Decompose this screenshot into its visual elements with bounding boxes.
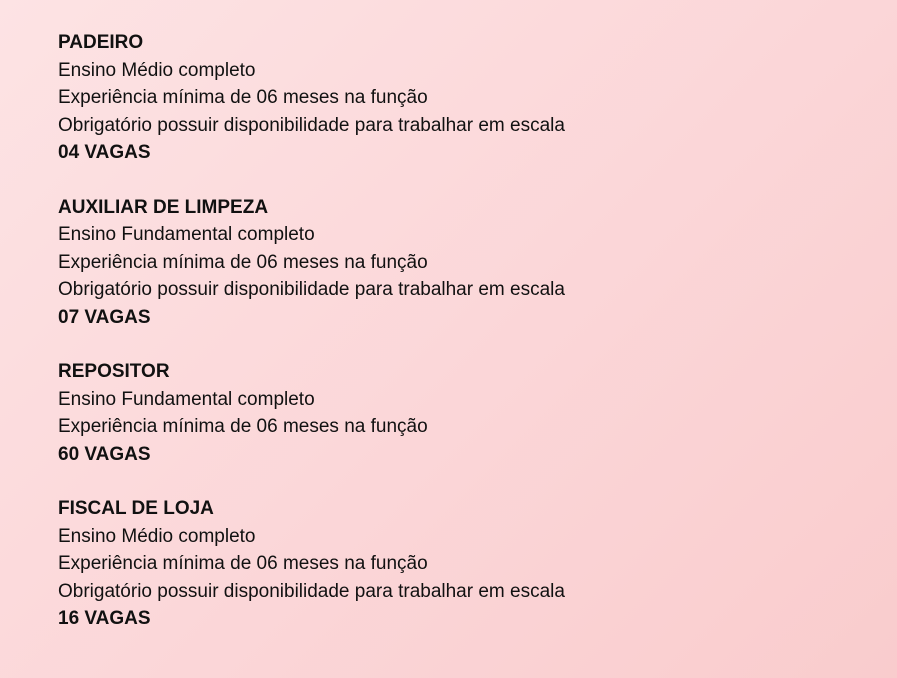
job-requirement: Ensino Fundamental completo — [58, 224, 315, 245]
job-requirement: Obrigatório possuir disponibilidade para trabalhar em escala — [58, 580, 565, 602]
job-title: FISCAL DE LOJA — [58, 498, 214, 519]
job-requirement: Ensino Médio completo — [58, 525, 256, 547]
job-listing-repositor — [58, 358, 897, 468]
job-listing-auxiliar-de-limpeza — [58, 194, 897, 332]
job-requirement: Ensino Médio completo — [58, 59, 256, 81]
job-vacancies: 07 VAGAS — [58, 306, 151, 328]
job-vacancies: 04 VAGAS — [58, 142, 151, 163]
job-vacancies: 16 VAGAS — [58, 608, 151, 629]
job-requirement: Ensino Fundamental completo — [58, 388, 315, 410]
job-listing-fiscal-de-loja — [58, 495, 897, 633]
job-requirement: Experiência mínima de 06 meses na função — [58, 87, 428, 108]
job-requirement: Experiência mínima de 06 meses na função — [58, 553, 428, 574]
job-requirement: Experiência mínima de 06 meses na função — [58, 251, 428, 273]
job-listing-padeiro — [58, 29, 897, 167]
job-requirement: Obrigatório possuir disponibilidade para trabalhar em escala — [58, 279, 565, 300]
job-title: AUXILIAR DE LIMPEZA — [58, 196, 269, 218]
job-title: PADEIRO — [58, 32, 144, 53]
job-requirement: Experiência mínima de 06 meses na função — [58, 416, 428, 437]
job-title: REPOSITOR — [58, 361, 170, 382]
job-vacancies: 60 VAGAS — [58, 443, 151, 465]
job-requirement: Obrigatório possuir disponibilidade para trabalhar em escala — [58, 114, 565, 136]
